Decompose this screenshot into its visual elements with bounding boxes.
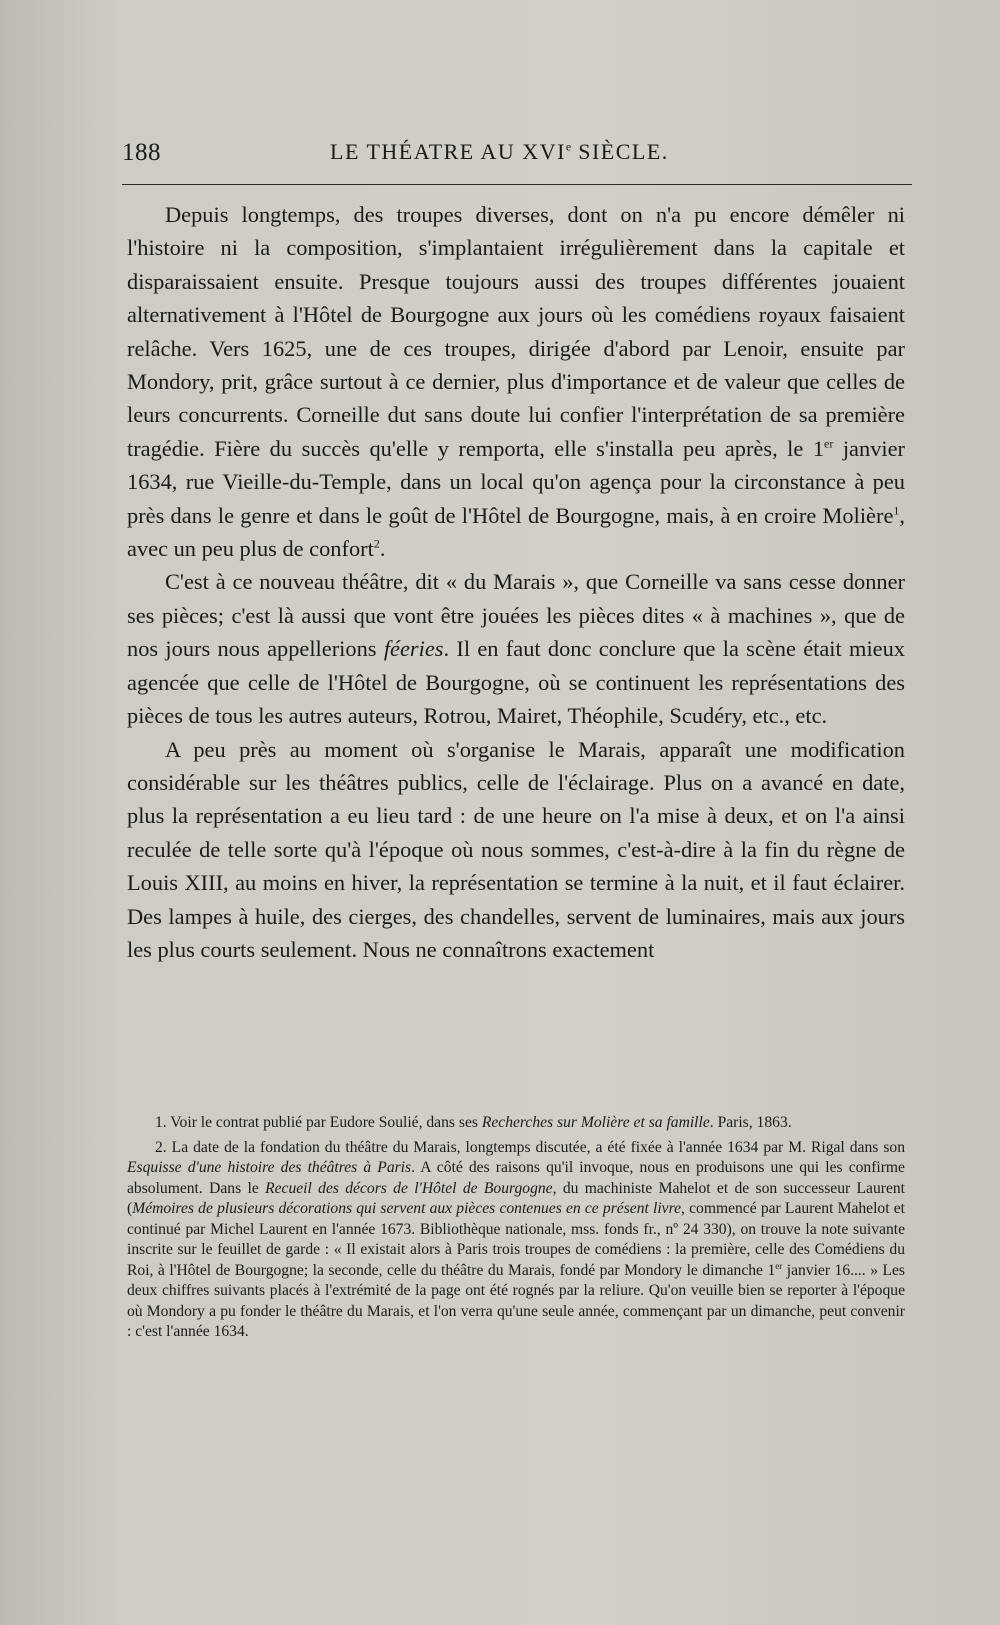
- paragraph-2-text-b: . Il en faut donc conclure que la scène était mieux agencée que celle de l'Hôtel de Bourgogne, où se continuent les représentations des pièces de tous les autres auteurs, Rotrou, Mairet, Théophile, Scudéry, etc., etc.: [127, 636, 905, 729]
- footnote-2-text-c: , du machiniste Mahelot et de son successeur Laurent (: [127, 1179, 906, 1217]
- main-text: [127, 198, 905, 966]
- footnote-2-superscript: er: [775, 1260, 783, 1271]
- running-title: [330, 139, 669, 165]
- footnote-2: [127, 1138, 905, 1343]
- footnote-2-text-e: janvier 16.... » Les deux chiffres suivants placés à l'extrémité de la page ont été rognés par la reliure. Qu'on veuille bien se reporter à l'époque où Mondory a pu fonder le théâtre du Marais, et l'on verra qu'une seule année, commençant par un dimanche, peut convenir : c'est l'année 1634.: [127, 1261, 905, 1340]
- paragraph-2-italic: féeries: [383, 636, 444, 662]
- running-title-superscript: e: [565, 139, 572, 154]
- footnote-1-text-b: . Paris, 1863.: [709, 1114, 792, 1131]
- paragraph-1-text-b: janvier 1634, rue Vieille-du-Temple, dans un local qu'on agença pour la circonstance à peu près dans le genre et dans le goût de l'Hôtel de Bourgogne, mais, à en croire Molière: [127, 435, 905, 528]
- running-title-end: SIÈCLE.: [571, 139, 669, 164]
- paragraph-1-text-a: Depuis longtemps, des troupes diverses, dont on n'a pu encore démêler ni l'histoire ni la composition, s'implantaient irrégulièrement dans la capitale et disparaissaient ensuite. Presque toujours aussi des troupes différentes jouaient alternativement à l'Hôtel de Bourgogne aux jours où les comédiens royaux faisaient relâche. Vers 1625, une de ces troupes, dirigée d'abord par Lenoir, ensuite par Mondory, prit, grâce surtout à ce dernier, plus d'importance et de valeur que celles de leurs concurrents. Corneille dut sans doute lui confier l'interprétation de sa première tragédie. Fière du succès qu'elle y remporta, elle s'installa peu après, le 1: [127, 202, 905, 461]
- paragraph-1: [127, 198, 905, 565]
- footnote-1-italic: Recherches sur Molière et sa famille: [481, 1114, 710, 1131]
- paragraph-1-text-d: .: [379, 536, 386, 562]
- footnote-1: [127, 1113, 905, 1134]
- footnote-2-text-a: 2. La date de la fondation du théâtre du Marais, longtemps discutée, a été fixée à l'année 1634 par M. Rigal dans son: [155, 1138, 905, 1156]
- paragraph-2: [127, 565, 905, 732]
- paragraph-3: A peu près au moment où s'organise le Marais, apparaît une modification considérable sur les théâtres publics, celle de l'éclairage. Plus on a avancé en date, plus la représentation a eu lieu tard : de une heure on l'a mise à deux, et on l'a ainsi reculée de telle sorte qu'à l'époque où nous sommes, c'est-à-dire à la fin du règne de Louis XIII, au moins en hiver, la représentation se termine à la nuit, et il faut éclairer. Des lampes à huile, des cierges, des chandelles, servent de luminaires, mais aux jours les plus courts seulement. Nous ne connaîtrons exactement: [127, 736, 905, 962]
- page-number: 188: [122, 139, 161, 166]
- footnote-ref-2: 2: [373, 536, 380, 551]
- footnote-2-italic-1: Esquisse d'une histoire des théâtres à Paris: [127, 1159, 412, 1176]
- footnotes: [127, 1113, 905, 1347]
- paragraph-1-text-c: , avec un peu plus de confort: [127, 502, 905, 562]
- footnote-2-italic-2: Recueil des décors de l'Hôtel de Bourgogne: [265, 1179, 553, 1197]
- footnote-1-text-a: 1. Voir le contrat publié par Eudore Soulié, dans ses: [155, 1114, 482, 1131]
- ordinal-superscript: er: [824, 436, 834, 451]
- header-rule: [122, 184, 912, 185]
- footnote-2-text-b: . A côté des raisons qu'il invoque, nous en produisons une qui les confirme absolument. Dans le: [127, 1159, 905, 1197]
- page-header: [122, 133, 912, 173]
- running-title-text: LE THÉATRE AU XVI: [330, 139, 566, 164]
- footnote-ref-1: 1: [893, 503, 900, 518]
- footnote-2-text-d: , commencé par Laurent Mahelot et continué par Michel Laurent en l'année 1673. Bibliothèque nationale, mss. fonds fr., nº 24 330), on trouve la note suivante inscrite sur le feuillet de garde : « Il existait alors à Paris trois troupes de comédiens : la première, celle des Comédiens du Roi, à l'Hôtel de Bourgogne; la seconde, celle du théâtre du Marais, fondé par Mondory le dimanche 1: [127, 1200, 906, 1279]
- paragraph-2-text-a: C'est à ce nouveau théâtre, dit « du Marais », que Corneille va sans cesse donner ses pièces; c'est là aussi que vont être jouées les pièces dites « à machines », que de nos jours nous appellerions: [127, 569, 905, 662]
- footnote-2-italic-3: Mémoires de plusieurs décorations qui servent aux pièces contenues en ce présent livre: [132, 1200, 682, 1217]
